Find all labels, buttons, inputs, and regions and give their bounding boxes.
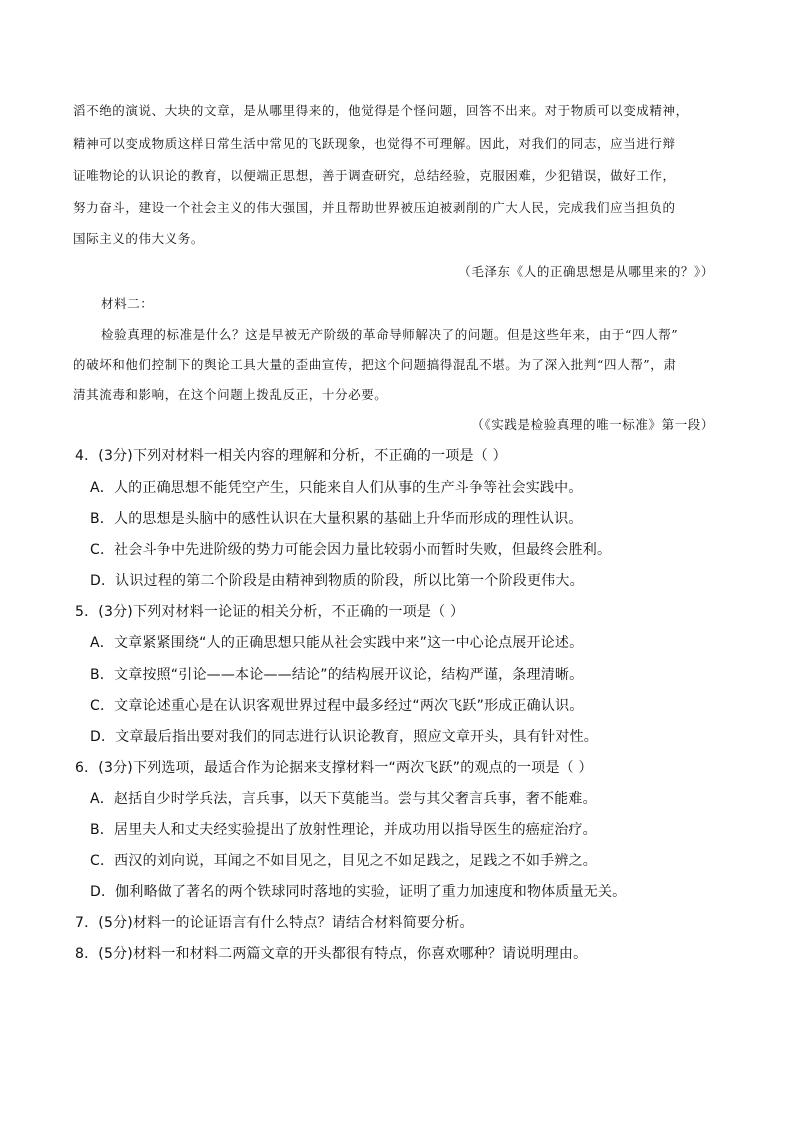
material-line: 的破坏和他们控制下的舆论工具大量的歪曲宣传，把这个问题搞得混乱不堪。为了深入批判“四人帮”，肃 — [73, 357, 677, 372]
question-stem: 7．(5分)材料一的论证语言有什么特点？请结合材料简要分析。 — [75, 915, 474, 931]
excerpt-source: （毛泽东《人的正确思想是从哪里来的？》） — [458, 264, 714, 279]
question-option: A．赵括自少时学兵法，言兵事，以天下莫能当。尝与其父奢言兵事，奢不能难。 — [90, 791, 597, 807]
question-option: B．居里夫人和丈夫经实验提出了放射性理论，并成功用以指导医生的癌症治疗。 — [90, 822, 597, 838]
question-stem: 4．(3分)下列对材料一相关内容的理解和分析，不正确的一项是（ ） — [75, 448, 507, 464]
question-option: C．西汉的刘向说，耳闻之不如目见之，目见之不如足践之，足践之不如手辨之。 — [90, 853, 597, 869]
question-stem: 8．(5分)材料一和材料二两篇文章的开头都很有特点，你喜欢哪种？请说明理由。 — [75, 946, 588, 962]
material-line: 检验真理的标准是什么？这是早被无产阶级的革命导师解决了的问题。但是这些年来，由于“四人帮” — [101, 327, 679, 342]
question-option: B．人的思想是头脑中的感性认识在大量积累的基础上升华而形成的理性认识。 — [90, 511, 583, 527]
material-line: 清其流毒和影响，在这个问题上拨乱反正，十分必要。 — [73, 387, 388, 402]
question-option: D．伽利略做了著名的两个铁球同时落地的实验，证明了重力加速度和物体质量无关。 — [90, 884, 627, 900]
question-option: D．文章最后指出要对我们的同志进行认识论教育，照应文章开头，具有针对性。 — [90, 729, 598, 745]
question-stem: 6．(3分)下列选项，最适合作为论据来支撑材料一“两次飞跃”的观点的一项是（ ） — [75, 760, 593, 776]
excerpt-line: 证唯物论的认识论的教育，以便端正思想，善于调查研究，总结经验，克服困难，少犯错误，做好工作， — [73, 168, 676, 183]
question-option: B．文章按照“引论——本论——结论”的结构展开议论，结构严谨，条理清晰。 — [90, 667, 584, 683]
excerpt-line: 滔不绝的演说、大块的文章，是从哪里得来的，他觉得是个怪问题，回答不出来。对于物质可以变成精神， — [73, 103, 689, 118]
question-stem: 5．(3分)下列对材料一论证的相关分析，不正确的一项是（ ） — [75, 604, 465, 620]
material-source: （《实践是检验真理的唯一标准》第一段） — [471, 417, 714, 432]
question-option: D．认识过程的第二个阶段是由精神到物质的阶段，所以比第一个阶段更伟大。 — [90, 573, 584, 589]
material-heading: 材料二： — [101, 296, 154, 311]
question-option: A．人的正确思想不能凭空产生，只能来自人们从事的生产斗争等社会实践中。 — [90, 480, 583, 496]
excerpt-line: 国际主义的伟大义务。 — [73, 231, 205, 246]
excerpt-line: 精神可以变成物质这样日常生活中常见的飞跃现象，也觉得不可理解。因此，对我们的同志，应当进行辩 — [73, 136, 676, 151]
question-option: C．社会斗争中先进阶级的势力可能会因力量比较弱小而暂时失败，但最终会胜利。 — [90, 542, 612, 558]
excerpt-line: 努力奋斗，建设一个社会主义的伟大强国，并且帮助世界被压迫被剥削的广大人民，完成我们应当担负的 — [73, 200, 676, 215]
question-option: A．文章紧紧围绕“人的正确思想只能从社会实践中来”这一中心论点展开论述。 — [90, 635, 584, 651]
question-option: C．文章论述重心是在认识客观世界过程中最多经过“两次飞跃”形成正确认识。 — [90, 698, 584, 714]
